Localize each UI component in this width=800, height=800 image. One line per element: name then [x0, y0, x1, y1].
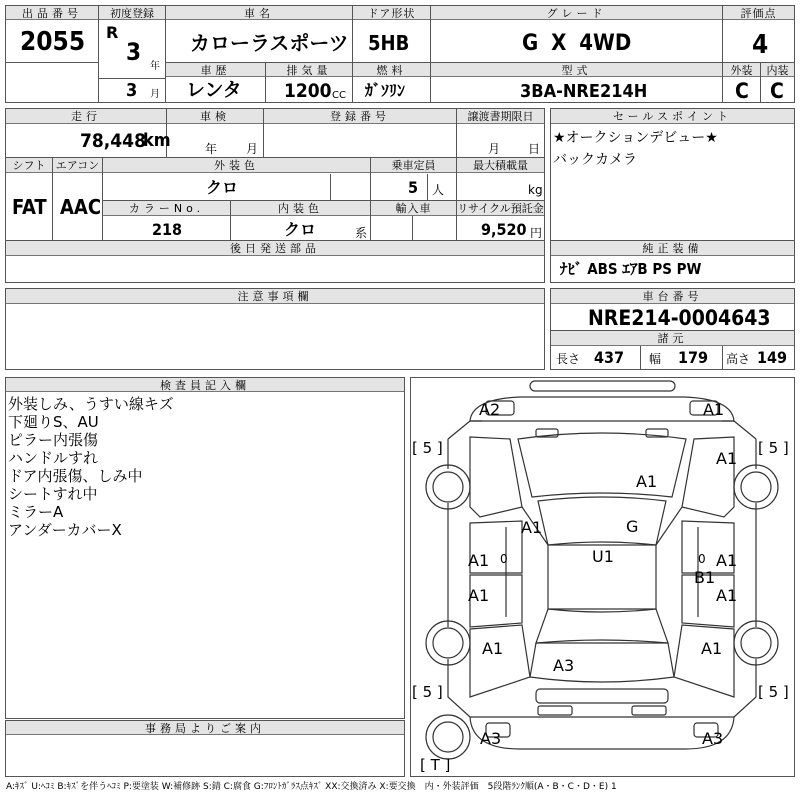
damage-mark: G	[626, 517, 639, 536]
damage-mark: A1	[703, 400, 725, 419]
chassis-number: NRE214-0004643	[588, 306, 771, 330]
history-value: レンタ	[186, 79, 242, 101]
inspector-note: シートすれ中	[8, 485, 98, 503]
transfer-day-unit: 日	[528, 142, 541, 156]
width-label: 幅	[649, 352, 662, 366]
equipment-value: ﾅﾋﾞ ABS ｴｱB PS PW	[560, 260, 702, 278]
notes-label: 注意事項欄	[6, 289, 544, 304]
damage-mark: A1	[636, 472, 658, 491]
first-reg-label: 初度登録	[99, 6, 165, 20]
int-color-value: クロ	[284, 220, 317, 239]
spare-tire-mark: [ T ]	[420, 756, 451, 774]
tire-mark-bl: [ 5 ]	[412, 683, 443, 701]
damage-mark: A1	[701, 639, 723, 658]
model-code: 3BA-NRE214H	[520, 81, 648, 102]
year-unit: 年	[150, 61, 160, 72]
grade: G X 4WD	[522, 31, 632, 56]
capacity-label: 乗車定員	[371, 158, 456, 173]
dims-label: 諸元	[551, 331, 794, 346]
chassis-label: 車台番号	[551, 289, 794, 304]
recycle-value: 9,520	[481, 220, 527, 239]
capacity-value: 5	[408, 178, 419, 197]
sales-point-2: バックカメラ	[553, 152, 637, 168]
month-unit: 月	[150, 89, 160, 100]
inspector-note: ミラーA	[8, 503, 64, 521]
tire-mark-br: [ 5 ]	[758, 683, 789, 701]
km-unit: km	[143, 130, 171, 151]
length-label: 長さ	[556, 352, 581, 366]
exterior-label: 外装	[723, 63, 760, 77]
interior-grade: C	[770, 79, 784, 103]
width-value: 179	[678, 348, 709, 367]
sales-points-label: セールスポイント	[551, 109, 794, 124]
color-no-label: カラーNo.	[103, 201, 230, 216]
damage-mark: A1	[468, 551, 490, 570]
aircon-label: エアコン	[53, 158, 102, 173]
fuel-label: 燃料	[353, 63, 430, 77]
score-label: 評価点	[723, 6, 794, 20]
exterior-grade: C	[735, 79, 749, 103]
mileage-value: 78,448	[80, 130, 146, 152]
inspection-year-unit: 年	[205, 142, 218, 156]
inspector-note: 下廻りS、AU	[8, 413, 99, 431]
office-title: 事務局よりご案内	[6, 721, 404, 735]
car-name: カローラスポーツ	[190, 31, 349, 55]
transfer-label: 譲渡書期限日	[457, 109, 544, 124]
inspector-note: ハンドルすれ	[8, 449, 99, 467]
inspector-note: ピラー内張傷	[8, 431, 99, 449]
lot-label: 出品番号	[6, 6, 98, 20]
damage-mark: A1	[521, 518, 543, 537]
displacement-label: 排気量	[266, 63, 352, 77]
capacity-unit: 人	[432, 183, 445, 197]
height-value: 149	[757, 348, 788, 367]
damage-mark: A3	[553, 656, 575, 675]
int-color-label: 内装色	[231, 201, 370, 216]
length-value: 437	[594, 348, 625, 367]
door-label: ドア形状	[353, 6, 430, 20]
later-parts-label: 後日発送部品	[6, 241, 544, 256]
damage-mark: B1	[694, 568, 716, 587]
era-letter: R	[106, 23, 119, 42]
kg-unit: kg	[528, 183, 543, 197]
recycle-label: リサイクル預託金	[457, 202, 544, 215]
damage-mark: 0	[500, 552, 508, 566]
color-no-value: 218	[152, 220, 183, 239]
damage-mark: A2	[479, 400, 501, 419]
yen-unit: 円	[530, 226, 543, 240]
tire-mark-tr: [ 5 ]	[758, 439, 789, 457]
damage-mark: A3	[480, 729, 502, 748]
history-label: 車歴	[166, 63, 265, 77]
car-diagram	[410, 377, 795, 777]
int-color-unit: 系	[355, 226, 368, 240]
cc-unit: CC	[332, 90, 346, 101]
damage-mark: A3	[702, 729, 724, 748]
damage-mark: A1	[468, 586, 490, 605]
lot-number: 2055	[20, 27, 86, 57]
interior-label: 内装	[761, 63, 794, 77]
inspector-note: ドア内張傷、しみ中	[8, 467, 143, 485]
reg-year: 3	[126, 38, 142, 66]
tire-mark-tl: [ 5 ]	[412, 439, 443, 457]
shift-label: シフト	[6, 158, 52, 173]
damage-mark: A1	[716, 586, 738, 605]
ext-color-value: クロ	[206, 178, 239, 197]
fuel-value: ｶﾞｿﾘﾝ	[365, 81, 406, 100]
score-value: 4	[752, 30, 769, 60]
sales-point-1: ★オークションデビュー★	[553, 130, 718, 146]
max-load-label: 最大積載量	[457, 158, 544, 173]
height-label: 高さ	[726, 352, 751, 366]
door-type: 5HB	[368, 31, 410, 55]
ext-color-label: 外装色	[103, 158, 370, 173]
inspection-month-unit: 月	[246, 142, 259, 156]
inspection-label: 車検	[167, 109, 263, 124]
damage-mark: A1	[716, 449, 738, 468]
damage-mark: U1	[592, 547, 614, 566]
aircon-value: AAC	[60, 195, 102, 219]
model-label: 型式	[431, 63, 722, 77]
damage-mark: A1	[482, 639, 504, 658]
plate-label: 登録番号	[264, 109, 456, 124]
equipment-label: 純正装備	[551, 241, 794, 256]
inspector-note: 外装しみ、うすい線キズ	[8, 395, 174, 413]
inspector-title: 検査員記入欄	[6, 378, 404, 392]
mileage-label: 走行	[6, 109, 166, 124]
damage-mark: 0	[698, 552, 706, 566]
legend-text: A:ｷｽﾞ U:ﾍｺﾐ B:ｷｽﾞを伴うﾍｺﾐ P:要塗装 W:補修跡 S:錆 C:腐食 G:ﾌﾛﾝﾄｶﾞﾗｽ点ｷｽﾞ XX:交換済み X:要交換 内・外装評価 5段階ﾗﾝｸ順(A・B・C・D・E) 1	[6, 782, 617, 792]
displacement-value: 1200	[284, 80, 332, 102]
reg-month: 3	[126, 80, 138, 101]
car-name-label: 車名	[166, 6, 352, 20]
transfer-month-unit: 月	[488, 142, 501, 156]
damage-mark: A1	[716, 551, 738, 570]
inspector-note: アンダーカバーX	[8, 521, 122, 539]
import-label: 輸入車	[371, 201, 456, 216]
shift-value: FAT	[12, 195, 47, 219]
grade-label: グレード	[431, 6, 722, 20]
